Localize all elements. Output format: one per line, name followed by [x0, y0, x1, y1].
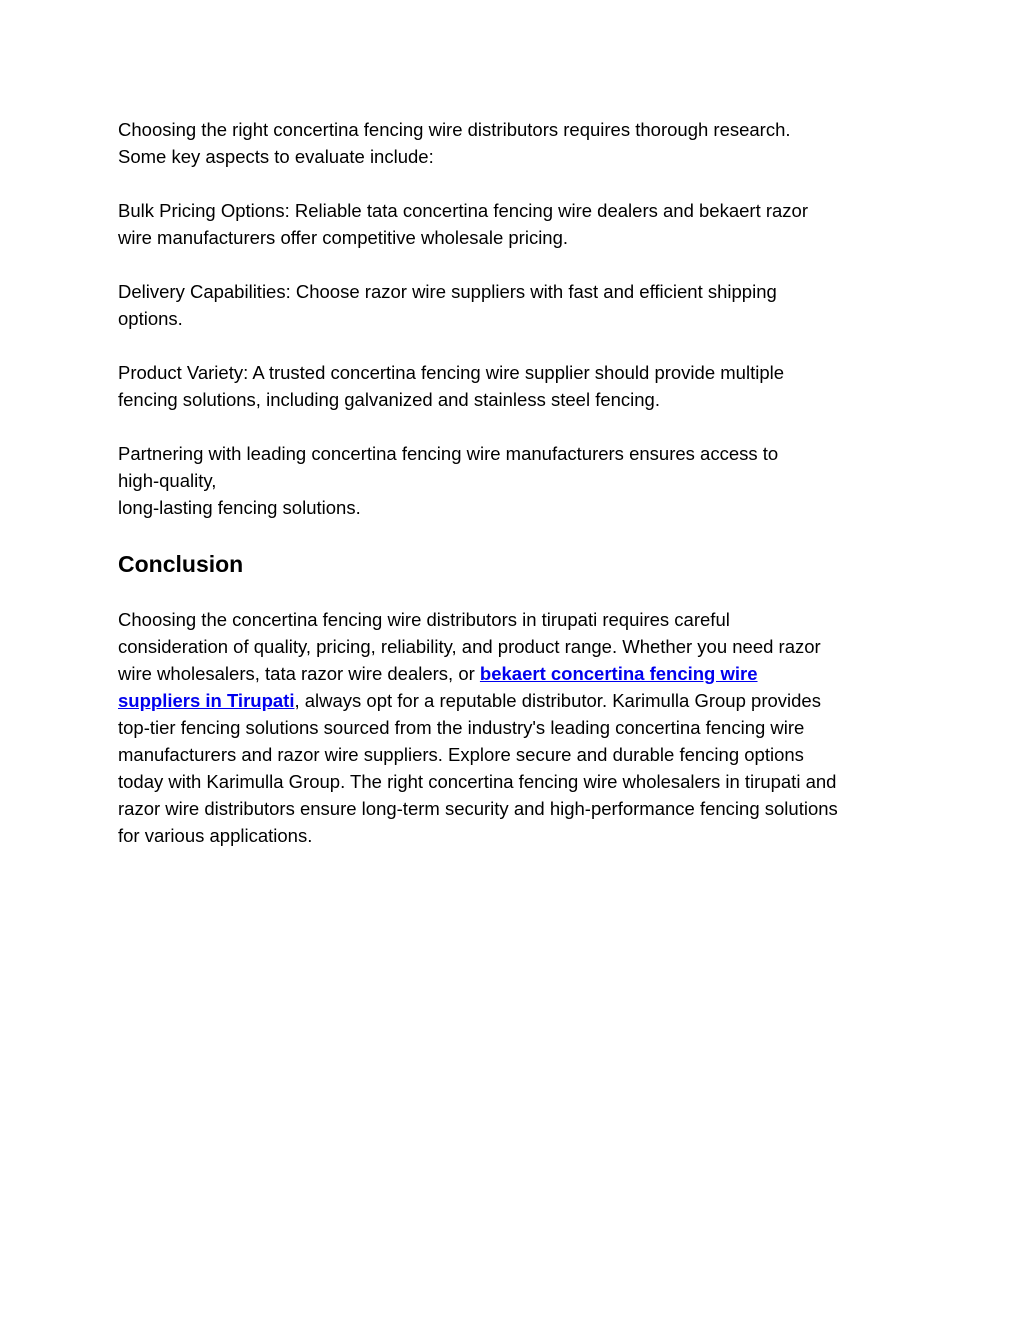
- paragraph-conclusion-line: manufacturers and razor wire suppliers. Explore secure and durable fencing options: [118, 744, 804, 765]
- paragraph-partnering-line: Partnering with leading concertina fencing wire manufacturers ensures access to: [118, 443, 779, 464]
- paragraph-product-variety: [118, 359, 924, 413]
- bekaert-suppliers-link[interactable]: bekaert concertina fencing wire: [479, 663, 758, 684]
- paragraph-intro: [118, 116, 924, 170]
- paragraph-delivery-line: options.: [118, 308, 183, 329]
- paragraph-conclusion: [118, 606, 924, 849]
- paragraph-conclusion-line: [118, 660, 924, 687]
- paragraph-conclusion-line: [118, 687, 924, 714]
- paragraph-partnering: [118, 440, 924, 521]
- paragraph-partnering-line: high-quality,: [118, 470, 217, 491]
- paragraph-conclusion-text: wire wholesalers, tata razor wire dealers, or: [118, 663, 480, 684]
- paragraph-conclusion-line: consideration of quality, pricing, reliability, and product range. Whether you need razor: [118, 636, 821, 657]
- paragraph-partnering-line: long-lasting fencing solutions.: [118, 497, 361, 518]
- paragraph-bulk-pricing-line: wire manufacturers offer competitive wholesale pricing.: [118, 227, 569, 248]
- paragraph-bulk-pricing-line: Bulk Pricing Options: Reliable tata concertina fencing wire dealers and bekaert razor: [118, 200, 809, 221]
- conclusion-heading: Conclusion: [118, 551, 244, 577]
- paragraph-intro-line: Choosing the right concertina fencing wire distributors requires thorough research.: [118, 119, 791, 140]
- paragraph-conclusion-line: top-tier fencing solutions sourced from the industry's leading concertina fencing wire: [118, 717, 805, 738]
- paragraph-conclusion-line: razor wire distributors ensure long-term security and high-performance fencing solutions: [118, 798, 838, 819]
- paragraph-product-variety-line: fencing solutions, including galvanized and stainless steel fencing.: [118, 389, 660, 410]
- document-body: [118, 116, 924, 876]
- paragraph-product-variety-line: Product Variety: A trusted concertina fencing wire supplier should provide multiple: [118, 362, 785, 383]
- paragraph-bulk-pricing: [118, 197, 924, 251]
- paragraph-delivery-line: Delivery Capabilities: Choose razor wire suppliers with fast and efficient shipping: [118, 281, 777, 302]
- paragraph-conclusion-line: today with Karimulla Group. The right concertina fencing wire wholesalers in tirupati and: [118, 771, 837, 792]
- paragraph-conclusion-line: for various applications.: [118, 825, 313, 846]
- bekaert-suppliers-link[interactable]: suppliers in Tirupati: [118, 690, 295, 711]
- paragraph-delivery: [118, 278, 924, 332]
- paragraph-conclusion-text: , always opt for a reputable distributor. Karimulla Group provides: [294, 690, 821, 711]
- paragraph-intro-line: Some key aspects to evaluate include:: [118, 146, 434, 167]
- paragraph-conclusion-line: Choosing the concertina fencing wire distributors in tirupati requires careful: [118, 609, 730, 630]
